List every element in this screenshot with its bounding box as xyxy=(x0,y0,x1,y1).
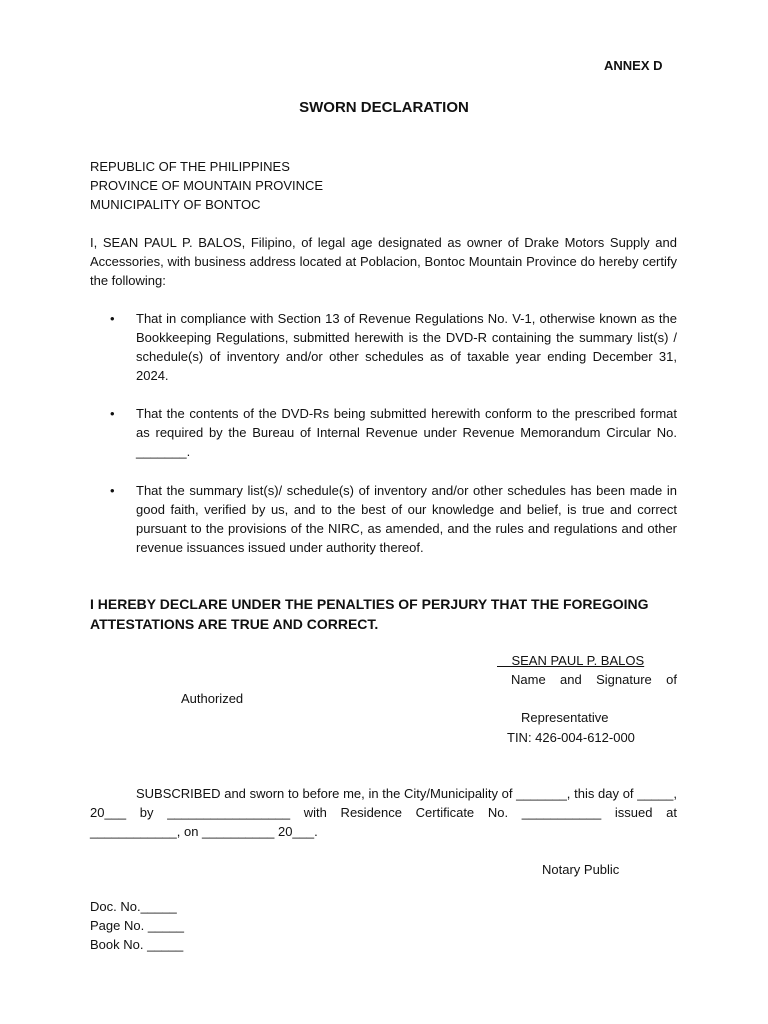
signatory-name: SEAN PAUL P. BALOS xyxy=(497,653,645,668)
header-line-republic: REPUBLIC OF THE PHILIPPINES xyxy=(90,159,290,174)
header-line-municipality: MUNICIPALITY OF BONTOC xyxy=(90,197,261,212)
bullet-text: That in compliance with Section 13 of Revenue Regulations No. V-1, otherwise known as the Bookkeeping Regulations, submitted herewith is the DVD-R containing the summary list(s) / schedule(s) of inventory and/or other schedules as of taxable year ending December 31, 2024. xyxy=(136,311,677,383)
signature-caption-line2: Authorized xyxy=(181,691,244,706)
document-title: SWORN DECLARATION xyxy=(299,99,469,116)
notary-public-label: Notary Public xyxy=(542,862,620,877)
perjury-declaration: I HEREBY DECLARE UNDER THE PENALTIES OF PERJURY THAT THE FOREGOING ATTESTATIONS ARE TRUE AND CORRECT. xyxy=(90,596,649,632)
annex-label: ANNEX D xyxy=(604,58,663,73)
bullet-text: That the contents of the DVD-Rs being submitted herewith conform to the prescribed format as required by the Bureau of Internal Revenue under Revenue Memorandum Circular No. _______. xyxy=(136,406,677,459)
bullet-dot: • xyxy=(110,483,115,498)
bullet-item-3 xyxy=(110,481,677,557)
book-number-line: Book No. _____ xyxy=(90,937,184,952)
tin-number: TIN: 426-004-612-000 xyxy=(507,730,635,745)
bullet-dot: • xyxy=(110,311,115,326)
page-number-line: Page No. _____ xyxy=(90,918,184,933)
bullet-item-2 xyxy=(110,404,677,461)
subscribed-paragraph: SUBSCRIBED and sworn to before me, in the City/Municipality of _______, this day of _____, 20___ by _________________ with Residence Certificate No. ___________ issued at ____________, on __________ 20___. xyxy=(90,786,677,839)
signature-caption-line3: Representative xyxy=(521,710,609,725)
jurisdiction-header xyxy=(90,157,323,214)
intro-paragraph: I, SEAN PAUL P. BALOS, Filipino, of legal age designated as owner of Drake Motors Supply and Accessories, with business address located at Poblacion, Bontoc Mountain Province do hereby certify the following: xyxy=(90,235,677,288)
bullet-text: That the summary list(s)/ schedule(s) of inventory and/or other schedules has been made in good faith, verified by us, and to the best of our knowledge and belief, is true and correct pursuant to the provisions of the NIRC, as amended, and the rules and regulations and other revenue issuances issued under authority thereof. xyxy=(136,483,677,555)
header-line-province: PROVINCE OF MOUNTAIN PROVINCE xyxy=(90,178,324,193)
doc-number-line: Doc. No._____ xyxy=(90,899,177,914)
bullet-dot: • xyxy=(110,406,115,421)
bullet-item-1 xyxy=(110,309,677,385)
signature-caption-line1: Name and Signature of xyxy=(511,672,677,687)
notarial-register xyxy=(90,897,184,954)
